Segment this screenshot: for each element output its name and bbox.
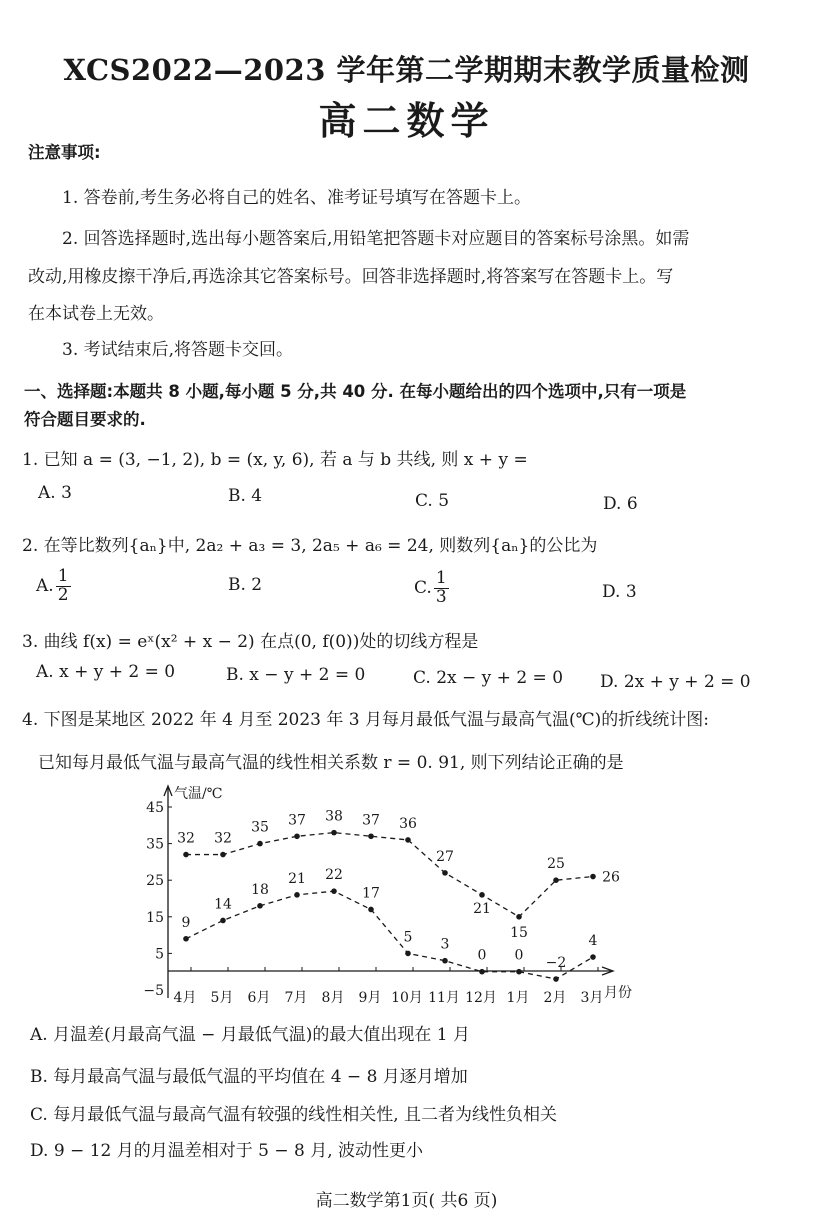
max-temp-data-label: 36 bbox=[399, 815, 417, 832]
min-temp-data-label: 14 bbox=[214, 896, 232, 913]
x-tick-label: 5月 bbox=[210, 990, 234, 1006]
max-temp-data-label: 37 bbox=[362, 812, 380, 829]
q4-option-c: C. 每月最低气温与最高气温有较强的线性相关性, 且二者为线性负相关 bbox=[30, 1105, 558, 1125]
x-tick-label: 1月 bbox=[506, 990, 530, 1006]
x-tick-label: 7月 bbox=[284, 990, 308, 1006]
temperature-line-chart bbox=[0, 770, 813, 1015]
q2-option-b: B. 2 bbox=[228, 575, 263, 595]
chart-labels bbox=[177, 809, 620, 971]
y-tick-label: 35 bbox=[146, 836, 164, 853]
q4-option-d: D. 9 − 12 月的月温差相对于 5 − 8 月, 波动性更小 bbox=[30, 1141, 424, 1161]
max-temp-data-label: 37 bbox=[288, 812, 306, 829]
q1-stem: 1. 已知 a = (3, −1, 2), b = (x, y, 6), 若 a 与 b 共线, 则 x + y = bbox=[22, 450, 528, 470]
min-temp-point bbox=[442, 958, 448, 964]
y-tick-label: 15 bbox=[146, 909, 164, 926]
x-tick-label: 8月 bbox=[321, 990, 345, 1006]
max-temp-data-label: 15 bbox=[510, 924, 528, 941]
q1-option-d: D. 6 bbox=[603, 494, 638, 514]
notice-item-2-line-3: 在本试卷上无效。 bbox=[28, 304, 164, 324]
max-temp-point bbox=[442, 870, 448, 876]
min-temp-data-label: 0 bbox=[514, 947, 524, 964]
x-tick-label: 4月 bbox=[173, 990, 197, 1006]
q2-option-c-numerator: 1 bbox=[435, 568, 447, 588]
min-temp-data-label: 18 bbox=[251, 881, 269, 898]
q3-option-c: C. 2x − y + 2 = 0 bbox=[413, 668, 564, 688]
q1-option-a: A. 3 bbox=[38, 483, 72, 503]
max-temp-point bbox=[590, 874, 596, 880]
q3-stem: 3. 曲线 f(x) = eˣ(x² + x − 2) 在点(0, f(0))处的切线方程是 bbox=[22, 632, 479, 652]
q2-option-c bbox=[414, 570, 449, 607]
x-tick-label: 9月 bbox=[358, 990, 382, 1006]
max-temp-point bbox=[553, 877, 559, 883]
q1-option-b: B. 4 bbox=[228, 486, 263, 506]
min-temp-point bbox=[516, 969, 522, 975]
exam-title: XCS2022—2023 学年第二学期期末教学质量检测 bbox=[63, 53, 750, 87]
min-temp-data-label: 22 bbox=[325, 867, 343, 884]
min-temp-point bbox=[331, 888, 337, 894]
x-tick-label: 10月 bbox=[391, 990, 423, 1006]
max-temp-point bbox=[220, 852, 226, 858]
q1-option-c: C. 5 bbox=[415, 491, 450, 511]
max-temp-data-label: 21 bbox=[473, 900, 491, 917]
q3-option-d: D. 2x + y + 2 = 0 bbox=[600, 672, 751, 692]
min-temp-point bbox=[479, 969, 485, 975]
subject-title: 高二数学 bbox=[318, 98, 495, 143]
section-1-line-1: 一、选择题:本题共 8 小题,每小题 5 分,共 40 分. 在每小题给出的四个选项中,只有一项是 bbox=[24, 382, 687, 401]
max-temp-point bbox=[368, 833, 374, 839]
notice-heading: 注意事项: bbox=[28, 143, 101, 162]
q2-option-a bbox=[36, 568, 71, 605]
max-temp-data-label: 32 bbox=[177, 830, 195, 847]
y-tick-label: −5 bbox=[143, 983, 164, 999]
min-temp-point bbox=[405, 951, 411, 957]
min-temp-point bbox=[368, 907, 374, 913]
q3-option-a: A. x + y + 2 = 0 bbox=[36, 662, 176, 682]
min-temp-data-label: 4 bbox=[588, 933, 598, 950]
q2-option-c-denominator: 3 bbox=[435, 586, 447, 607]
min-temp-data-label: 21 bbox=[288, 870, 306, 887]
notice-item-1: 1. 答卷前,考生务必将自己的姓名、准考证号填写在答题卡上。 bbox=[62, 188, 532, 208]
max-temp-data-label: 32 bbox=[214, 830, 232, 847]
max-temp-data-label: 35 bbox=[251, 819, 269, 836]
q2-option-a-prefix: A. bbox=[36, 575, 54, 596]
x-tick-label: 11月 bbox=[428, 990, 460, 1006]
y-tick-label: 25 bbox=[146, 873, 164, 890]
q2-stem: 2. 在等比数列{aₙ}中, 2a₂ + a₃ = 3, 2a₅ + a₆ = 24, 则数列{aₙ}的公比为 bbox=[22, 536, 598, 556]
q2-option-c-fraction bbox=[434, 570, 449, 607]
max-temp-point bbox=[183, 852, 189, 858]
notice-item-2-line-2: 改动,用橡皮擦干净后,再选涂其它答案标号。回答非选择题时,将答案写在答题卡上。写 bbox=[28, 267, 674, 287]
q2-option-a-denominator: 2 bbox=[57, 584, 69, 605]
notice-item-3: 3. 考试结束后,将答题卡交回。 bbox=[62, 340, 294, 360]
section-1-line-2: 符合题目要求的. bbox=[24, 410, 146, 429]
y-axis-label: 气温/℃ bbox=[174, 786, 223, 802]
max-temp-data-label: 38 bbox=[325, 808, 343, 825]
min-temp-point bbox=[257, 903, 263, 909]
x-tick-label: 2月 bbox=[543, 990, 567, 1006]
q2-option-a-numerator: 1 bbox=[57, 566, 69, 586]
q2-option-d: D. 3 bbox=[602, 582, 637, 602]
min-temp-data-label: 3 bbox=[440, 936, 450, 953]
min-temp-point bbox=[294, 892, 300, 898]
min-temp-data-label: −2 bbox=[545, 955, 567, 972]
max-temp-point bbox=[405, 837, 411, 843]
y-tick-label: 5 bbox=[155, 946, 164, 963]
q2-option-a-fraction bbox=[56, 568, 71, 605]
q4-option-b: B. 每月最高气温与最低气温的平均值在 4 − 8 月逐月增加 bbox=[30, 1067, 468, 1087]
min-temp-data-label: 5 bbox=[403, 929, 413, 946]
q4-option-a: A. 月温差(月最高气温 − 月最低气温)的最大值出现在 1 月 bbox=[30, 1025, 471, 1045]
min-temp-point bbox=[220, 918, 226, 924]
q2-option-c-prefix: C. bbox=[414, 577, 432, 598]
max-temp-point bbox=[516, 914, 522, 920]
q3-option-b: B. x − y + 2 = 0 bbox=[226, 665, 366, 685]
notice-item-2-line-1: 2. 回答选择题时,选出每小题答案后,用铅笔把答题卡对应题目的答案标号涂黑。如需 bbox=[62, 229, 690, 249]
x-tick-label: 6月 bbox=[247, 990, 271, 1006]
q4-stem-line-2: 已知每月最低气温与最高气温的线性相关系数 r = 0. 91, 则下列结论正确的是 bbox=[38, 753, 624, 773]
x-tick-label: 3月 bbox=[580, 990, 604, 1006]
max-temp-data-label: 25 bbox=[547, 856, 565, 873]
page-footer: 高二数学第1页( 共6 页) bbox=[315, 1191, 498, 1211]
x-tick-label: 12月 bbox=[465, 990, 497, 1006]
max-temp-data-label: 27 bbox=[436, 848, 454, 865]
min-temp-data-label: 17 bbox=[362, 885, 380, 902]
min-temp-data-label: 0 bbox=[477, 947, 487, 964]
q4-stem-line-1: 4. 下图是某地区 2022 年 4 月至 2023 年 3 月每月最低气温与最高气温(℃)的折线统计图: bbox=[22, 710, 710, 730]
min-temp-data-label: 9 bbox=[181, 914, 191, 931]
max-temp-point bbox=[331, 830, 337, 836]
max-temp-data-label: 26 bbox=[602, 869, 620, 886]
min-temp-point bbox=[590, 954, 596, 960]
min-temp-point bbox=[183, 936, 189, 942]
max-temp-point bbox=[479, 892, 485, 898]
max-temp-point bbox=[257, 841, 263, 847]
chart-series bbox=[183, 830, 596, 982]
min-temp-point bbox=[553, 976, 559, 982]
x-axis-label: 月份 bbox=[604, 985, 632, 1001]
y-tick-label: 45 bbox=[146, 800, 164, 816]
max-temp-point bbox=[294, 833, 300, 839]
